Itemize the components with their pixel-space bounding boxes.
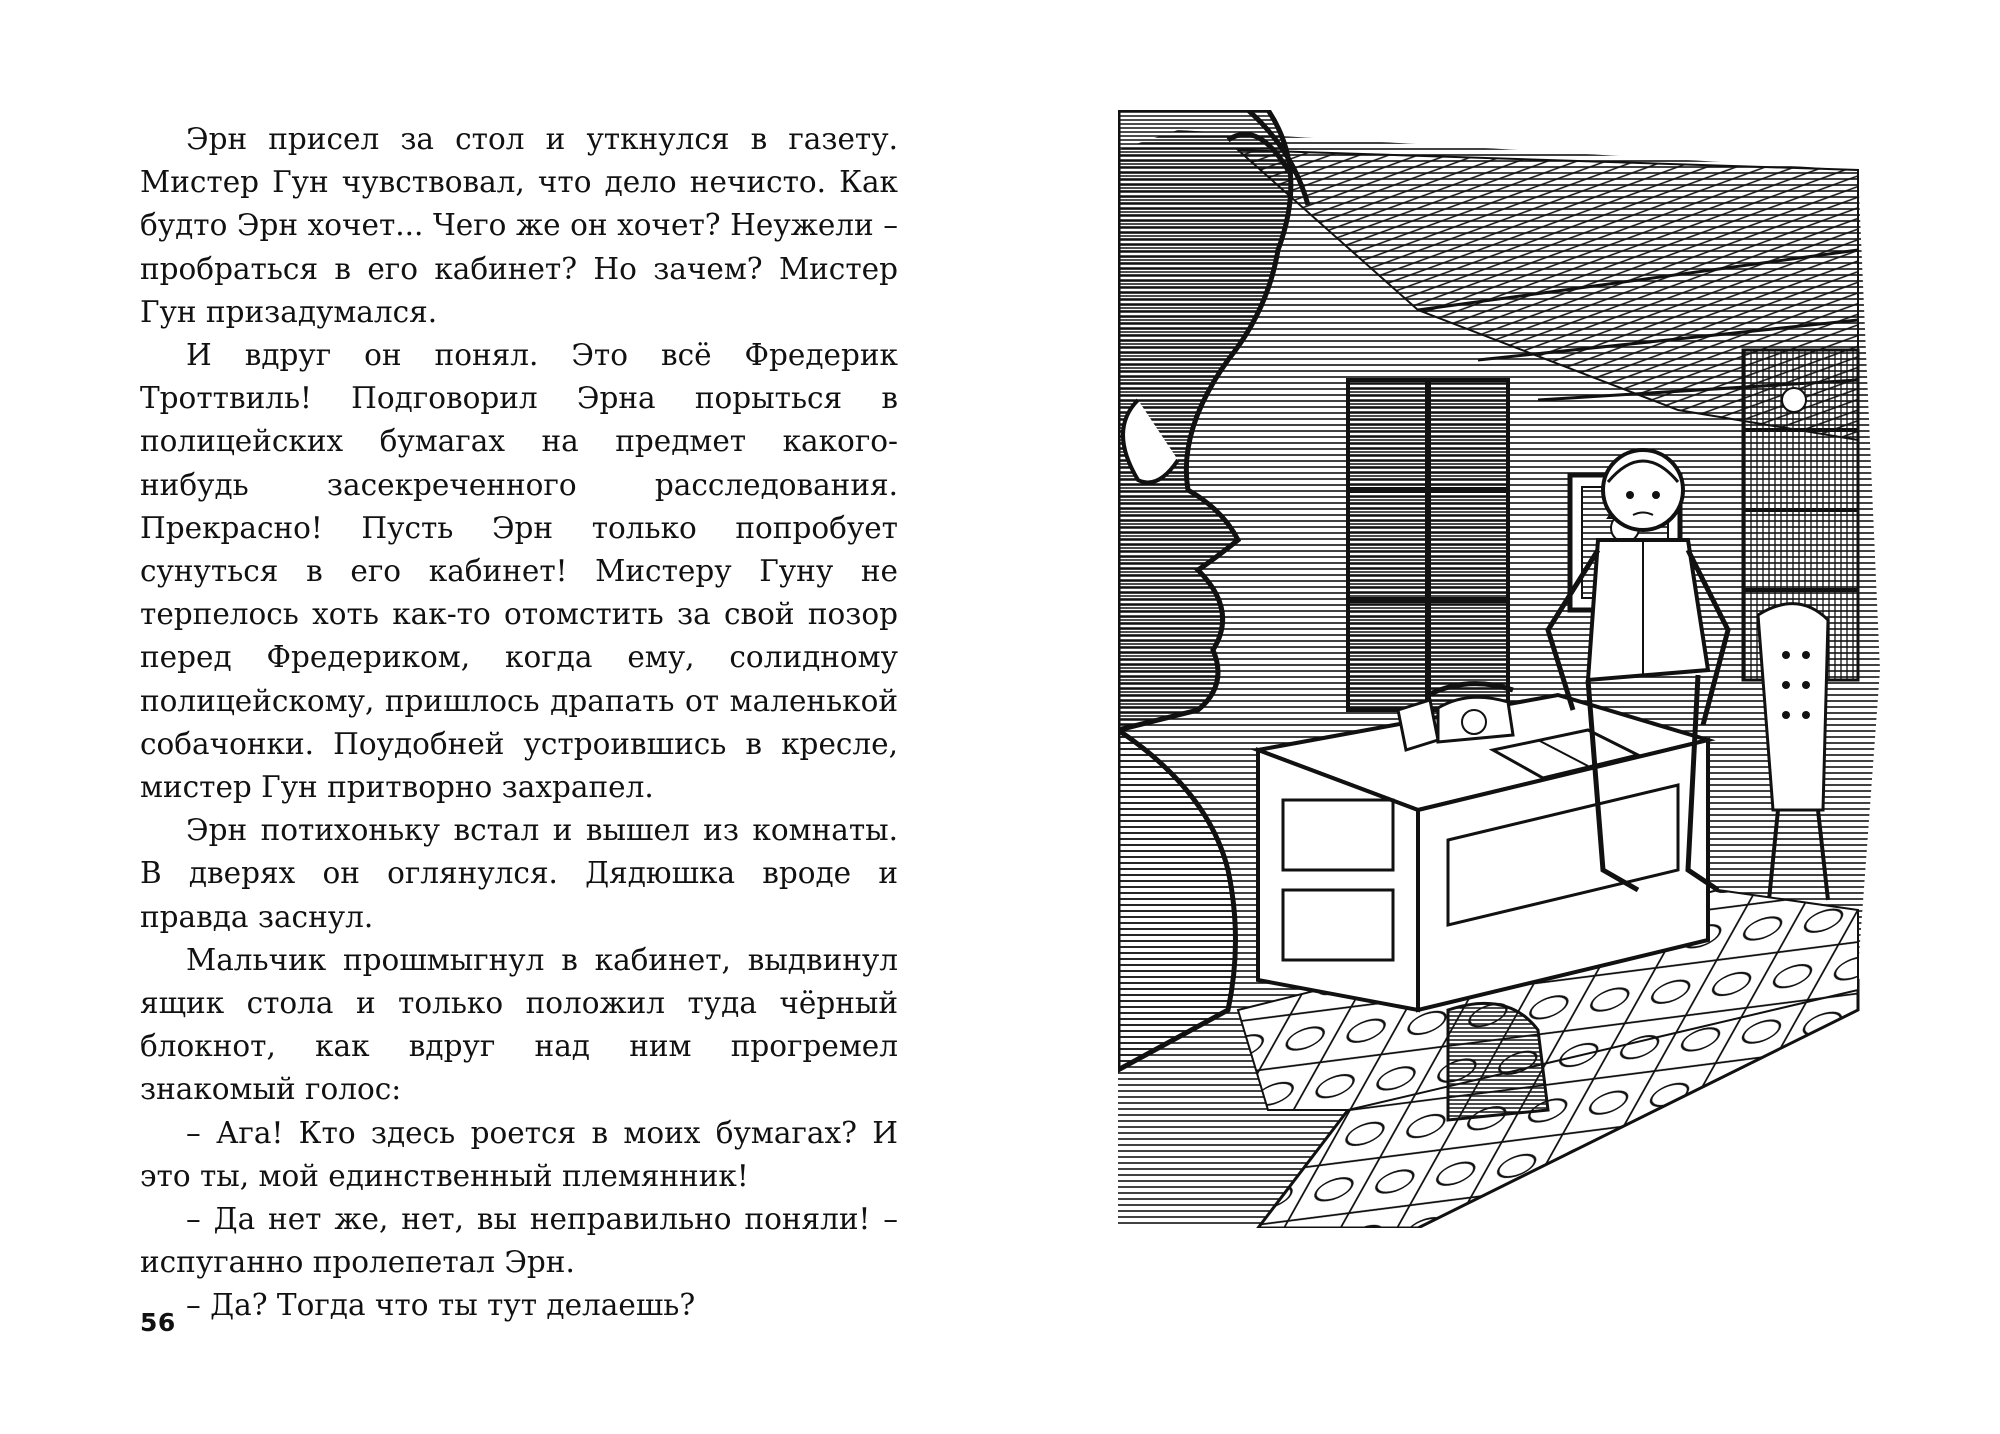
dialogue-line: – Ага! Кто здесь роется в моих бумагах? И это ты, мой единственный племянник! [140,1115,898,1193]
paragraph: Эрн потихоньку встал и вышел из комнаты. В дверях он оглянулся. Дядюшка вроде и правда заснул. [140,813,898,934]
dialogue-line: – Да нет же, нет, вы неправильно поняли! – испуганно пролепетал Эрн. [140,1202,898,1280]
paragraph: И вдруг он понял. Это всё Фредерик Троттвиль! Подговорил Эрна порыться в полицейских бумагах на предмет какого-нибудь засекреченного расследования. Прекрасно! Пусть Эрн только попробует сунуться в его кабинет! Мистеру Гуну не терпелось хоть как-то отомстить за свой позор перед Фредериком, когда ему, солидному полицейскому, пришлось драпать от маленькой собачонки. Поудобней устроившись в кресле, мистер Гун притворно захрапел. [140,338,898,805]
dialogue-line: – Да? Тогда что ты тут делаешь? [186,1288,696,1323]
paragraph: Мальчик прошмыгнул в кабинет, выдвинул ящик стола и только положил туда чёрный блокнот, как вдруг над ним прогремел знакомый голос: [140,942,898,1107]
text-column [140,118,898,1328]
desk-photo-frame [1398,700,1438,750]
page-number: 56 [140,1308,176,1337]
boy-body [1588,540,1708,680]
paragraph: Эрн присел за стол и уткнулся в газету. Мистер Гун чувствовал, что дело нечисто. Как будто Эрн хочет... Чего же он хочет? Неужели – пробраться в его кабинет? Но зачем? Мистер Гун призадумался. [140,122,898,329]
illustration [1118,110,1880,1228]
office-scene-drawing [1118,110,1880,1228]
telephone [1438,697,1513,742]
